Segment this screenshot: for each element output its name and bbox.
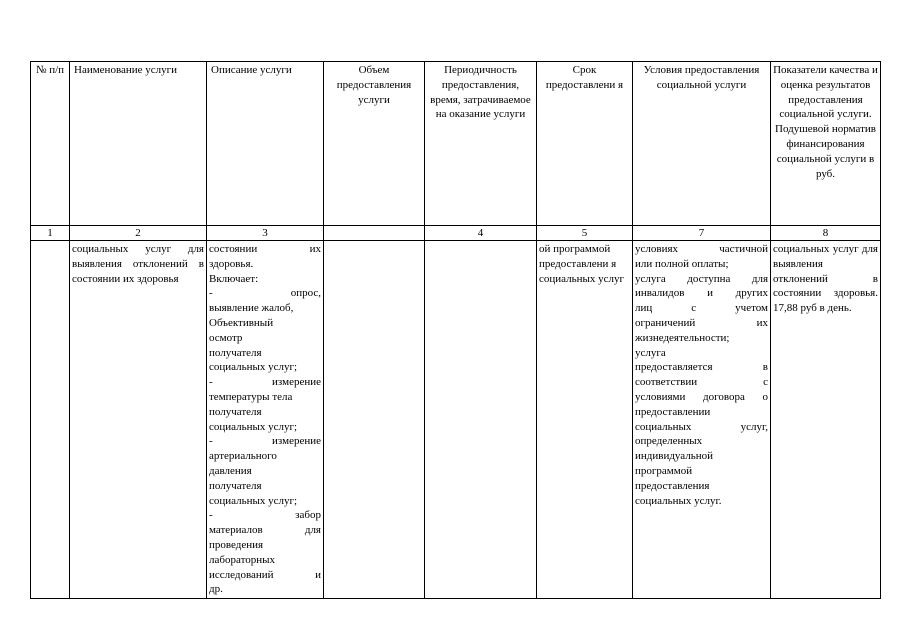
text-line: услуга доступна для: [635, 272, 768, 285]
text-line: определенных: [635, 435, 703, 448]
service-name-cell: социальных услуг для выявления отклонений в состоянии их здоровья: [70, 241, 207, 599]
text-line: здоровья.: [209, 257, 254, 270]
text-line: исследований и: [209, 568, 321, 581]
text-line: Объективный: [209, 316, 274, 329]
text-line: - измерение: [209, 376, 321, 389]
text-line: социальных услуг,: [635, 420, 768, 433]
volume-cell: [324, 241, 425, 599]
header-service-name: Наименование услуги: [70, 62, 207, 226]
header-volume: Объем предоставления услуги: [324, 62, 425, 226]
header-number: № п/п: [31, 62, 70, 226]
text-line: артериального: [209, 450, 277, 463]
text-line: - измерение: [209, 435, 321, 448]
text-line: состоянии их: [209, 243, 321, 255]
text-line: предоставления: [635, 479, 710, 492]
text-line: предоставляется в: [635, 361, 768, 374]
header-periodicity: Периодичность предоставления, время, затрачиваемое на оказание услуги: [425, 62, 537, 226]
quality-indicators-cell: социальных услуг для выявления отклонений в состоянии здоровья. 17,88 руб в день.: [771, 241, 881, 599]
text-line: социальных услуг;: [209, 420, 298, 433]
service-description-cell: [207, 241, 324, 599]
conditions-cell: [633, 241, 771, 599]
column-number-blank: [324, 226, 425, 241]
header-quality-indicators: Показатели качества и оценка результатов предоставления социальной услуги. Подушевой норматив финансирования социальной услуги в руб.: [771, 62, 881, 226]
text-line: Включает:: [209, 272, 259, 285]
text-line: выявление жалоб,: [209, 302, 294, 315]
column-number-1: 1: [31, 226, 70, 241]
row-number-cell: [31, 241, 70, 599]
column-number-4: 4: [425, 226, 537, 241]
column-number-8: 8: [771, 226, 881, 241]
text-line: проведения: [209, 538, 264, 551]
conditions-lines: [635, 242, 768, 508]
text-line: инвалидов и других: [635, 287, 768, 300]
text-line: осмотр: [209, 331, 243, 344]
text-line: др.: [209, 583, 223, 596]
text-line: социальных услуг;: [209, 494, 298, 507]
header-service-description: Описание услуги: [207, 62, 324, 226]
text-line: получателя: [209, 346, 262, 359]
column-numbers-row: [31, 226, 881, 241]
column-number-5: 5: [537, 226, 633, 241]
header-term: Срок предоставлени я: [537, 62, 633, 226]
text-line: материалов для: [209, 524, 321, 537]
text-line: социальных услуг.: [635, 494, 722, 507]
term-cell: ой программой предоставлени я социальных услуг: [537, 241, 633, 599]
header-conditions: Условия предоставления социальной услуги: [633, 62, 771, 226]
text-line: соответствии с: [635, 376, 768, 389]
column-number-7: 7: [633, 226, 771, 241]
text-line: услуга: [635, 346, 666, 359]
text-line: жизнедеятельности;: [635, 331, 730, 344]
text-line: - забор: [209, 509, 321, 522]
text-line: получателя: [209, 405, 262, 418]
text-line: ограничений их: [635, 316, 768, 329]
text-line: условиями договора о: [635, 390, 768, 403]
header-row: [31, 62, 881, 226]
column-number-2: 2: [70, 226, 207, 241]
text-line: температуры тела: [209, 390, 293, 403]
text-line: предоставлении: [635, 405, 711, 418]
text-line: индивидуальной: [635, 450, 714, 463]
text-line: или полной оплаты;: [635, 257, 729, 270]
text-line: получателя: [209, 479, 262, 492]
text-line: программой: [635, 464, 693, 477]
periodicity-cell: [425, 241, 537, 599]
column-number-3: 3: [207, 226, 324, 241]
text-line: - опрос,: [209, 287, 321, 300]
text-line: условиях частичной: [635, 243, 768, 255]
services-table: [30, 61, 881, 599]
text-line: лабораторных: [209, 553, 276, 566]
table-row: [31, 241, 881, 599]
text-line: социальных услуг;: [209, 361, 298, 374]
text-line: лиц с учетом: [635, 302, 768, 315]
text-line: давления: [209, 464, 252, 477]
service-description-lines: [209, 242, 321, 597]
